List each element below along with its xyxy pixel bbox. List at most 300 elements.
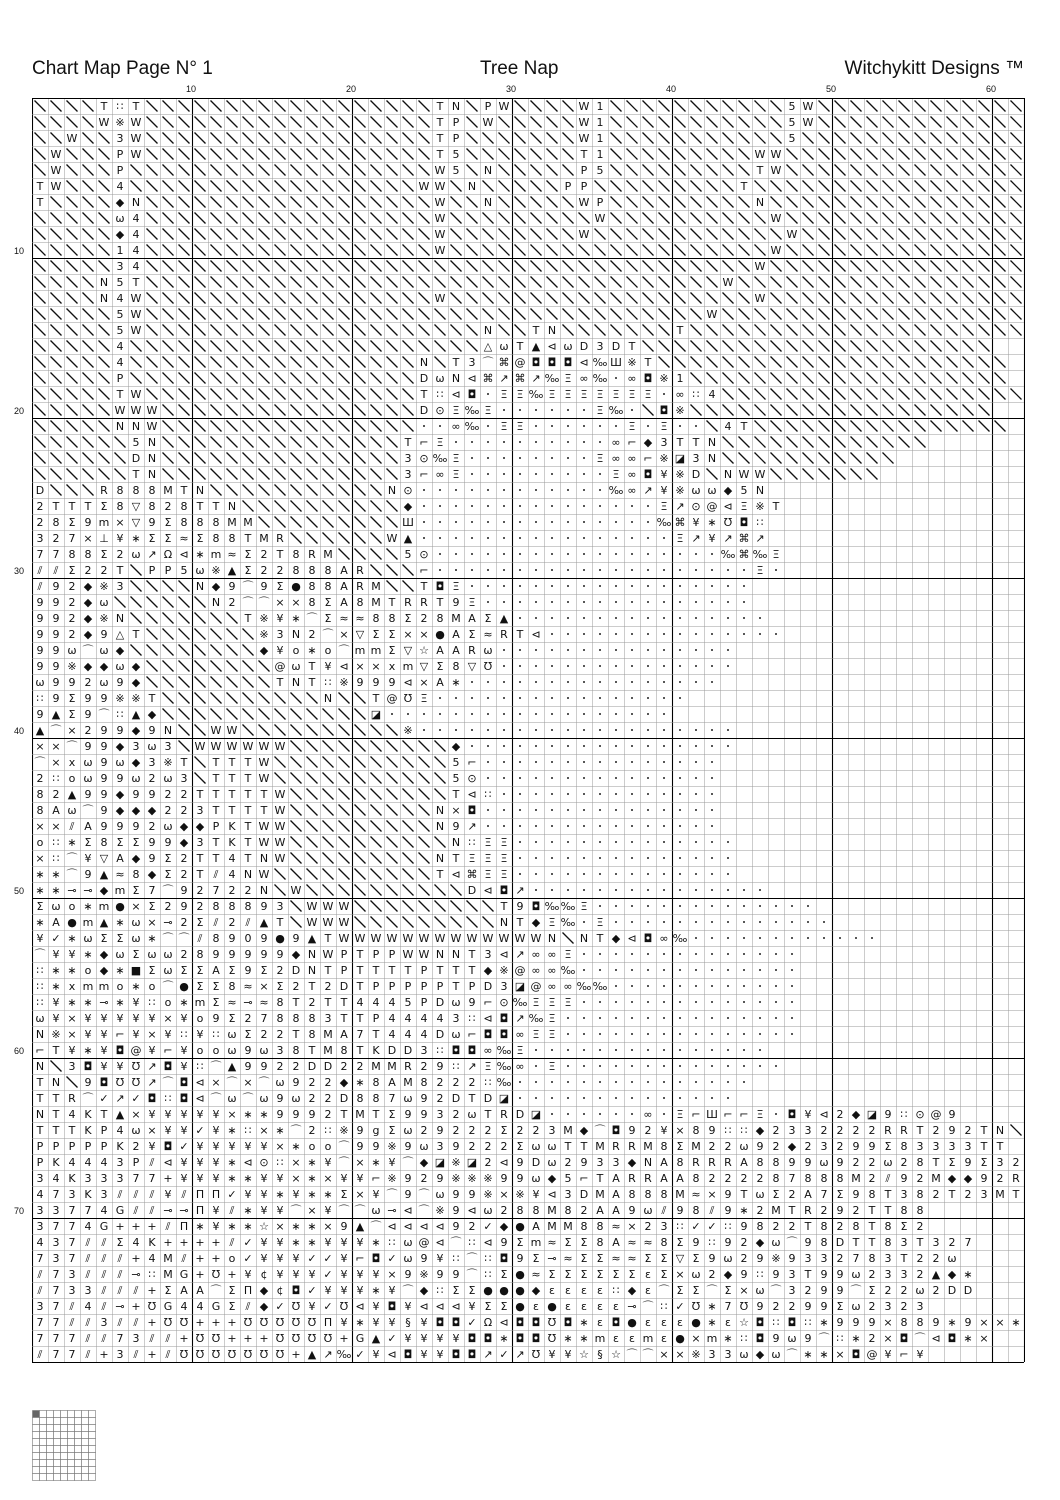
- stitch-symbol: W: [130, 387, 142, 401]
- stitch-symbol-dot: [599, 585, 601, 587]
- stitch-symbol-dot: [631, 505, 633, 507]
- stitch-symbol: ⌒: [82, 1091, 94, 1105]
- stitch-symbol: D: [403, 1043, 413, 1057]
- stitch-symbol: 2: [36, 771, 44, 785]
- stitch-symbol: ☆: [739, 1315, 749, 1329]
- stitch-symbol: ⫽: [165, 1331, 171, 1345]
- stitch-symbol-dot: [711, 1017, 713, 1019]
- stitch-symbol: T: [212, 803, 220, 817]
- stitch-symbol: 9: [452, 1203, 460, 1217]
- stitch-symbol: 9: [788, 1155, 796, 1169]
- stitch-symbol: ×: [51, 819, 61, 833]
- stitch-symbol: 2: [900, 1283, 908, 1297]
- stitch-symbol: ¥: [404, 1331, 412, 1345]
- stitch-symbol: M: [771, 1203, 781, 1217]
- stitch-symbol: ▽: [131, 499, 141, 513]
- stitch-symbol: +: [259, 1331, 269, 1345]
- stitch-symbol: 2: [852, 1123, 860, 1137]
- stitch-symbol: 9: [180, 883, 188, 897]
- stitch-symbol: ɛ: [661, 1331, 667, 1345]
- stitch-symbol: ⊲: [435, 1219, 445, 1233]
- stitch-symbol: ×: [131, 1107, 141, 1121]
- stitch-symbol-dot: [519, 697, 521, 699]
- stitch-symbol-dot: [519, 473, 521, 475]
- stitch-symbol-dot: [711, 1033, 713, 1035]
- stitch-symbol: x: [388, 659, 396, 673]
- stitch-symbol: ∗: [563, 1331, 573, 1345]
- stitch-symbol-dot: [647, 729, 649, 731]
- stitch-symbol: ⊸: [83, 883, 93, 897]
- stitch-symbol: 9: [244, 1059, 252, 1073]
- stitch-symbol: ¥: [148, 1139, 156, 1153]
- stitch-symbol: 8: [244, 899, 252, 913]
- stitch-symbol-dot: [679, 793, 681, 795]
- stitch-symbol: 4: [404, 1027, 412, 1041]
- stitch-symbol: P: [100, 1139, 108, 1153]
- stitch-symbol: 2: [68, 579, 76, 593]
- stitch-symbol: W: [322, 947, 334, 961]
- row-number-ruler: [0, 0, 32, 1400]
- stitch-symbol: Σ: [660, 1267, 668, 1281]
- stitch-symbol-dot: [567, 761, 569, 763]
- stitch-symbol-dot: [583, 569, 585, 571]
- stitch-symbol: W: [434, 195, 446, 209]
- stitch-symbol-dot: [535, 793, 537, 795]
- stitch-symbol-dot: [551, 649, 553, 651]
- stitch-symbol: M: [371, 579, 381, 593]
- stitch-symbol-dot: [663, 809, 665, 811]
- stitch-symbol: ◆: [115, 195, 125, 209]
- stitch-symbol-dot: [503, 777, 505, 779]
- stitch-symbol: ∗: [355, 1315, 365, 1329]
- stitch-symbol-dot: [727, 985, 729, 987]
- page-cell: [75, 1453, 82, 1460]
- stitch-symbol: 2: [772, 1123, 780, 1137]
- stitch-symbol: ⌘: [482, 371, 494, 385]
- stitch-symbol: 2: [772, 1139, 780, 1153]
- stitch-symbol: ⌒: [418, 1187, 430, 1201]
- stitch-symbol: ⫽: [69, 1299, 75, 1313]
- stitch-symbol: T: [564, 1139, 572, 1153]
- stitch-symbol: 2: [228, 883, 236, 897]
- stitch-symbol: ¥: [404, 1299, 412, 1313]
- stitch-symbol: 8: [452, 659, 460, 673]
- stitch-symbol: 3: [820, 1139, 828, 1153]
- stitch-symbol: 3: [724, 1347, 732, 1361]
- stitch-symbol: T: [276, 915, 284, 929]
- stitch-symbol-dot: [583, 617, 585, 619]
- stitch-symbol: ¥: [292, 1267, 300, 1281]
- stitch-symbol-dot: [583, 681, 585, 683]
- stitch-symbol: ◆: [259, 1283, 269, 1297]
- stitch-symbol: M: [675, 1187, 685, 1201]
- stitch-symbol: ×: [835, 1347, 845, 1361]
- stitch-symbol: ✓: [243, 1235, 253, 1249]
- stitch-symbol-dot: [647, 649, 649, 651]
- stitch-symbol-dot: [567, 617, 569, 619]
- page-cell: [40, 1467, 47, 1474]
- stitch-symbol: 9: [212, 947, 220, 961]
- stitch-symbol: W: [274, 851, 286, 865]
- stitch-symbol: ⌒: [66, 739, 78, 753]
- stitch-symbol: ¥: [260, 1187, 268, 1201]
- stitch-symbol: ω: [227, 1027, 237, 1041]
- stitch-symbol: ⌒: [786, 1347, 798, 1361]
- stitch-symbol: ¥: [340, 1235, 348, 1249]
- stitch-symbol: W: [770, 163, 782, 177]
- stitch-symbol-dot: [615, 697, 617, 699]
- stitch-symbol: ∗: [307, 643, 317, 657]
- stitch-symbol-dot: [439, 521, 441, 523]
- stitch-symbol: 4: [708, 387, 716, 401]
- stitch-symbol: ∷: [196, 1059, 204, 1073]
- stitch-symbol-dot: [759, 969, 761, 971]
- stitch-symbol-dot: [791, 1017, 793, 1019]
- stitch-symbol: ‰: [528, 1011, 544, 1025]
- stitch-symbol: ‰: [464, 419, 480, 433]
- chart-page-title: Chart Map Page N° 1: [32, 58, 213, 79]
- stitch-symbol: ∗: [307, 1187, 317, 1201]
- stitch-symbol: T: [580, 147, 588, 161]
- stitch-symbol: ¥: [228, 1139, 236, 1153]
- stitch-symbol-dot: [711, 649, 713, 651]
- stitch-symbol: 3: [100, 1187, 108, 1201]
- stitch-symbol: ⊲: [467, 1203, 477, 1217]
- stitch-symbol: 9: [84, 867, 92, 881]
- page-cell: [68, 1439, 75, 1446]
- stitch-symbol: 9: [148, 723, 156, 737]
- stitch-symbol: o: [68, 771, 76, 785]
- stitch-symbol: ¥: [692, 515, 700, 529]
- stitch-symbol: T: [36, 1123, 44, 1137]
- stitch-symbol-dot: [567, 505, 569, 507]
- stitch-symbol: W: [738, 467, 750, 481]
- stitch-symbol-dot: [711, 953, 713, 955]
- stitch-symbol: W: [434, 211, 446, 225]
- stitch-symbol: 3: [84, 1283, 92, 1297]
- stitch-symbol: Σ: [324, 595, 332, 609]
- stitch-symbol-dot: [551, 729, 553, 731]
- stitch-symbol: W: [258, 819, 270, 833]
- stitch-symbol: 8: [900, 1139, 908, 1153]
- stitch-symbol-dot: [487, 729, 489, 731]
- stitch-symbol: T: [404, 963, 412, 977]
- stitch-symbol: Σ: [484, 611, 492, 625]
- stitch-symbol: ⊲: [163, 1155, 173, 1169]
- page-cell: [40, 1439, 47, 1446]
- stitch-symbol-dot: [615, 1113, 617, 1115]
- stitch-symbol: ⫽: [229, 1203, 235, 1217]
- stitch-symbol-dot: [503, 729, 505, 731]
- stitch-symbol: 2: [484, 1155, 492, 1169]
- stitch-symbol: N: [435, 851, 445, 865]
- stitch-symbol: ⫽: [213, 867, 219, 881]
- stitch-symbol: 3: [36, 1299, 44, 1313]
- page-cell: [47, 1474, 54, 1481]
- stitch-symbol-dot: [471, 697, 473, 699]
- stitch-symbol: T: [244, 835, 252, 849]
- stitch-symbol: ⊲: [403, 1203, 413, 1217]
- stitch-symbol-dot: [647, 761, 649, 763]
- stitch-symbol: ω: [755, 1187, 765, 1201]
- stitch-symbol: ¥: [116, 531, 124, 545]
- stitch-symbol: ≈: [355, 611, 365, 625]
- stitch-symbol: W: [706, 307, 718, 321]
- stitch-symbol: Ξ: [564, 947, 572, 961]
- stitch-symbol: ×: [67, 1027, 77, 1041]
- stitch-symbol: ⊲: [931, 1331, 941, 1345]
- stitch-symbol: 8: [228, 899, 236, 913]
- stitch-symbol: 8: [292, 547, 300, 561]
- stitch-symbol: ↗: [515, 947, 525, 961]
- stitch-symbol: 2: [868, 1331, 876, 1345]
- stitch-symbol: Σ: [132, 947, 140, 961]
- stitch-symbol: 2: [164, 787, 172, 801]
- stitch-symbol: ∷: [724, 1219, 732, 1233]
- stitch-symbol-dot: [503, 713, 505, 715]
- stitch-symbol: 2: [900, 1155, 908, 1169]
- stitch-symbol-dot: [711, 969, 713, 971]
- stitch-symbol: 2: [164, 499, 172, 513]
- stitch-symbol: 5: [596, 163, 604, 177]
- stitch-symbol: ∞: [643, 1107, 653, 1121]
- stitch-symbol: ×: [35, 819, 45, 833]
- stitch-symbol: 2: [836, 1107, 844, 1121]
- stitch-symbol-dot: [695, 681, 697, 683]
- stitch-symbol: Ξ: [500, 851, 508, 865]
- stitch-symbol: 9: [724, 1203, 732, 1217]
- stitch-symbol: T: [388, 595, 396, 609]
- stitch-symbol: ◪: [530, 1107, 542, 1121]
- stitch-symbol: Ʊ: [131, 1059, 141, 1073]
- stitch-symbol-dot: [743, 1065, 745, 1067]
- stitch-symbol: T: [500, 899, 508, 913]
- stitch-symbol: A: [340, 595, 348, 609]
- stitch-symbol-dot: [519, 761, 521, 763]
- stitch-symbol-dot: [727, 649, 729, 651]
- page-cell: [75, 1446, 82, 1453]
- stitch-symbol: ⊲: [531, 627, 541, 641]
- stitch-symbol: R: [804, 1203, 812, 1217]
- stitch-symbol: R: [276, 531, 284, 545]
- stitch-symbol: ‰: [544, 371, 560, 385]
- stitch-symbol: ⌒: [402, 1283, 414, 1297]
- stitch-symbol: ⊸: [387, 1203, 397, 1217]
- stitch-symbol-dot: [471, 473, 473, 475]
- stitch-symbol: ●: [275, 931, 285, 945]
- stitch-symbol: N: [163, 723, 173, 737]
- stitch-symbol-dot: [551, 569, 553, 571]
- stitch-symbol-dot: [551, 601, 553, 603]
- stitch-symbol: 2: [308, 1123, 316, 1137]
- stitch-symbol: ◘: [115, 1043, 125, 1057]
- stitch-symbol: R: [500, 1107, 508, 1121]
- stitch-symbol: Ξ: [580, 899, 588, 913]
- stitch-symbol: Ʊ: [291, 1299, 301, 1313]
- stitch-symbol-dot: [535, 873, 537, 875]
- stitch-symbol: +: [131, 1219, 141, 1233]
- stitch-symbol: ⌐: [739, 1107, 749, 1121]
- stitch-symbol-dot: [615, 1017, 617, 1019]
- stitch-symbol: ⫽: [149, 1203, 155, 1217]
- stitch-symbol: ∗: [83, 995, 93, 1009]
- stitch-symbol: 3: [932, 1139, 940, 1153]
- stitch-symbol: Ʊ: [291, 1331, 301, 1345]
- page-cell: [75, 1432, 82, 1439]
- stitch-symbol-dot: [663, 985, 665, 987]
- stitch-symbol: Ξ: [484, 835, 492, 849]
- stitch-symbol: W: [418, 947, 430, 961]
- stitch-symbol: ※: [675, 467, 685, 481]
- stitch-symbol: ⊙: [435, 403, 445, 417]
- stitch-symbol: ⌐: [627, 435, 637, 449]
- stitch-symbol: ✓: [243, 1251, 253, 1265]
- stitch-symbol: 9: [116, 819, 124, 833]
- stitch-symbol: ∗: [307, 1155, 317, 1169]
- stitch-symbol-dot: [775, 937, 777, 939]
- stitch-symbol: ▲: [131, 707, 141, 721]
- stitch-symbol: 8: [340, 1043, 348, 1057]
- stitch-symbol: D: [947, 1283, 957, 1297]
- stitch-symbol: M: [595, 1187, 605, 1201]
- stitch-symbol-dot: [839, 937, 841, 939]
- stitch-symbol: ◘: [467, 803, 477, 817]
- stitch-symbol-dot: [663, 601, 665, 603]
- stitch-symbol-dot: [503, 505, 505, 507]
- stitch-symbol: ✓: [275, 1299, 285, 1313]
- stitch-symbol: ∷: [180, 1027, 188, 1041]
- stitch-symbol-dot: [727, 745, 729, 747]
- stitch-symbol-dot: [583, 713, 585, 715]
- stitch-symbol: ⌘: [466, 867, 478, 881]
- stitch-symbol-dot: [551, 809, 553, 811]
- stitch-symbol: ✓: [387, 1251, 397, 1265]
- stitch-symbol: 4: [132, 227, 140, 241]
- stitch-symbol: ⊲: [339, 659, 349, 673]
- stitch-symbol: ↗: [675, 499, 685, 513]
- stitch-symbol: D: [291, 963, 301, 977]
- stitch-symbol: Σ: [772, 1187, 780, 1201]
- stitch-symbol-dot: [631, 889, 633, 891]
- stitch-symbol: G: [211, 1299, 221, 1313]
- stitch-symbol: 9: [340, 1219, 348, 1233]
- stitch-symbol: ※: [771, 1251, 781, 1265]
- stitch-symbol: T: [132, 627, 140, 641]
- stitch-symbol: ◆: [451, 739, 461, 753]
- stitch-symbol: ×: [67, 1011, 77, 1025]
- stitch-symbol-dot: [519, 873, 521, 875]
- stitch-symbol: 2: [484, 1139, 492, 1153]
- stitch-symbol-dot: [551, 521, 553, 523]
- stitch-symbol: 8: [852, 1219, 860, 1233]
- stitch-symbol: ω: [499, 339, 509, 353]
- stitch-symbol: T: [468, 1091, 476, 1105]
- stitch-symbol: ⊙: [499, 995, 509, 1009]
- stitch-symbol: T: [36, 1091, 44, 1105]
- stitch-symbol-dot: [471, 681, 473, 683]
- stitch-symbol-dot: [583, 745, 585, 747]
- stitch-symbol-dot: [647, 617, 649, 619]
- stitch-symbol: T: [676, 323, 684, 337]
- page-cell: [82, 1474, 89, 1481]
- stitch-symbol-dot: [519, 489, 521, 491]
- stitch-symbol: ⊲: [451, 867, 461, 881]
- stitch-symbol: 2: [180, 851, 188, 865]
- stitch-symbol: M: [163, 1251, 173, 1265]
- stitch-symbol: ⊙: [419, 451, 429, 465]
- stitch-symbol-dot: [743, 617, 745, 619]
- stitch-symbol: ⊙: [419, 547, 429, 561]
- stitch-symbol-dot: [599, 761, 601, 763]
- stitch-symbol: A: [436, 675, 444, 689]
- stitch-symbol: ¥: [164, 1123, 172, 1137]
- page-cell: [33, 1460, 40, 1467]
- stitch-symbol: ☆: [579, 1347, 589, 1361]
- stitch-symbol: Ξ: [516, 419, 524, 433]
- stitch-symbol-dot: [567, 1065, 569, 1067]
- stitch-symbol-dot: [631, 633, 633, 635]
- page-cell: [40, 1446, 47, 1453]
- stitch-symbol-dot: [727, 889, 729, 891]
- stitch-symbol: ●: [291, 579, 301, 593]
- stitch-symbol: ¥: [308, 1267, 316, 1281]
- stitch-symbol: 3: [36, 1203, 44, 1217]
- stitch-symbol: A: [804, 1187, 812, 1201]
- stitch-symbol: N: [419, 355, 429, 369]
- stitch-symbol: ⌒: [242, 1091, 254, 1105]
- stitch-symbol-dot: [567, 553, 569, 555]
- stitch-symbol: ∷: [740, 1123, 748, 1137]
- stitch-symbol: ●: [515, 1283, 525, 1297]
- stitch-symbol: 8: [292, 1043, 300, 1057]
- stitch-symbol: Σ: [644, 1251, 652, 1265]
- stitch-symbol-dot: [599, 777, 601, 779]
- stitch-symbol: W: [434, 179, 446, 193]
- stitch-symbol: ⊲: [547, 1187, 557, 1201]
- stitch-symbol: ¥: [660, 1123, 668, 1137]
- stitch-symbol-dot: [615, 953, 617, 955]
- stitch-symbol: T: [212, 499, 220, 513]
- stitch-symbol: D: [435, 1027, 445, 1041]
- stitch-symbol: Ʊ: [195, 1331, 205, 1345]
- stitch-symbol: 9: [116, 723, 124, 737]
- stitch-symbol-dot: [519, 857, 521, 859]
- stitch-symbol: A: [596, 1203, 604, 1217]
- stitch-symbol: ■: [130, 963, 142, 977]
- stitch-symbol: Σ: [196, 963, 204, 977]
- page-cell: [61, 1418, 68, 1425]
- stitch-symbol: T: [52, 1107, 60, 1121]
- stitch-symbol: ω: [259, 1043, 269, 1057]
- stitch-symbol: 8: [100, 835, 108, 849]
- stitch-symbol: D: [339, 1091, 349, 1105]
- stitch-symbol-dot: [583, 425, 585, 427]
- stitch-symbol: ●: [179, 979, 189, 993]
- stitch-symbol-dot: [727, 569, 729, 571]
- stitch-symbol: ◪: [674, 451, 686, 465]
- stitch-symbol: 3: [996, 1155, 1004, 1169]
- stitch-symbol: N: [35, 1107, 45, 1121]
- stitch-symbol: 7: [68, 1251, 76, 1265]
- stitch-symbol: 9: [852, 1139, 860, 1153]
- stitch-symbol: ɛ: [565, 1283, 571, 1297]
- stitch-symbol: R: [68, 1091, 76, 1105]
- page-cell: [33, 1439, 40, 1446]
- stitch-symbol-dot: [695, 921, 697, 923]
- stitch-symbol: Ξ: [756, 1107, 764, 1121]
- stitch-symbol: ∗: [291, 611, 301, 625]
- stitch-symbol: ¥: [340, 1171, 348, 1185]
